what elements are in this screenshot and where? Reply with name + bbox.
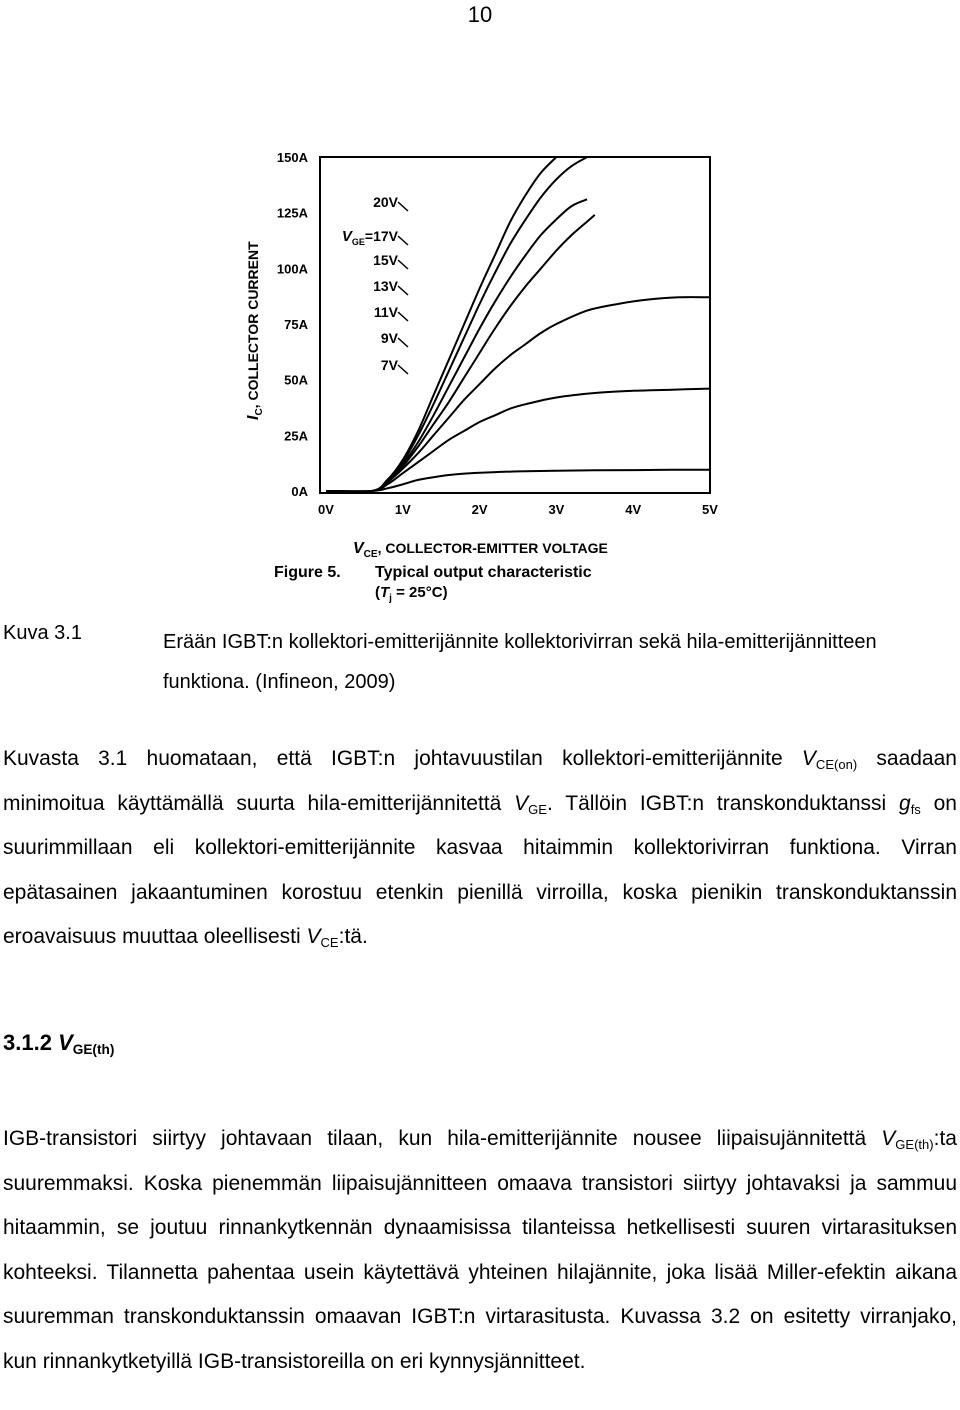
series-label-7V: 7V bbox=[380, 357, 398, 373]
series-labels bbox=[342, 194, 408, 374]
series-label-13V: 13V bbox=[373, 278, 398, 294]
paragraph-vge-th: IGB-transistori siirtyy johtavaan tilaan, kun hila-emitterijännite nousee liipaisujännitettä $V_{GE(th)}:ta$ suuremmaksi. Koska pienemmän liipaisujännitteen omaava transistori siirtyy johtavaksi ja sammuu hitaammin, se joutuu rinnankytkennän dynaamisissa tilanteissa hetkellisesti suuren virtarasituksen kohteeksi. Tilannetta pahentaa usein käytettävä yhteinen hilajännite, joka lisää Miller-efektin aikana suuremman transkonduktanssin omaavan IGBT:n virtarasitusta. Kuvassa 3.2 on esitetty virranjako, kun rinnankytketyillä IGB-transistoreilla on eri kynnysjännitteet. bbox=[3, 1127, 957, 1373]
section-heading: 3.1.2 $V_{GE(th)}$ bbox=[3, 1030, 115, 1058]
series-line-13V bbox=[326, 215, 595, 492]
output-characteristic-figure bbox=[0, 0, 960, 610]
page-number: 10 bbox=[467, 2, 493, 27]
series-line-20V bbox=[326, 157, 556, 492]
x-tick-labels bbox=[318, 502, 718, 517]
series-label-pointer bbox=[398, 312, 408, 321]
x-tick-label: 5V bbox=[702, 502, 718, 517]
x-tick-label: 2V bbox=[471, 502, 488, 517]
x-tick-label: 0V bbox=[318, 502, 334, 517]
y-tick-labels bbox=[277, 150, 309, 499]
y-tick-label: 75A bbox=[284, 317, 308, 332]
caption-text: Erään IGBT:n kollektori-emitterijännite kollektorivirran sekä hila-emitterijännitteen funktiona. (Infineon, 2009) bbox=[163, 631, 877, 693]
caption-label: Kuva 3.1 bbox=[3, 622, 82, 644]
paragraph-vce-on: Kuvasta 3.1 huomataan, että IGBT:n johtavuustilan kollektori-emitterijännite $V_{CE(on)}$ saadaan minimoitua käyttämällä suurta hila-emitterijännitettä $V_{GE}$. Tällöin IGBT:n transkonduktanssi $g_{fs}$ on suurimmillaan eli kollektori-emitterijännite kasvaa hitaimmin kollektorivirran funktiona. Virran epätasainen jakaantuminen korostuu etenkin pienillä virroilla, koska pienikin transkonduktanssin eroavaisuus muuttaa oleellisesti $V_{CE}:tä$. bbox=[3, 747, 957, 950]
series-line-11V bbox=[326, 297, 710, 492]
x-tick-label: 3V bbox=[548, 502, 565, 517]
series-label-pointer bbox=[398, 286, 408, 295]
figure-subtitle: Typical output characteristic bbox=[375, 564, 592, 581]
y-tick-label: 25A bbox=[284, 428, 308, 444]
series-label-pointer bbox=[398, 202, 408, 211]
series-line-9V bbox=[326, 389, 710, 492]
figure-condition: $(T_j = 25^\circ C)$ bbox=[375, 584, 448, 604]
series-label-pointer bbox=[398, 338, 408, 347]
series-label-20V: 20V bbox=[373, 194, 398, 210]
y-axis-title: $I_C$, COLLECTOR CURRENT bbox=[245, 241, 265, 420]
series-label-pointer bbox=[398, 260, 408, 269]
x-axis-title: $V_{CE}$, COLLECTOR-EMITTER VOLTAGE bbox=[353, 540, 608, 560]
figure-title: Figure 5. bbox=[274, 564, 341, 581]
series-label-11V: 11V bbox=[373, 304, 398, 320]
y-tick-label: 150A bbox=[276, 150, 308, 165]
series-label-pointer bbox=[398, 236, 408, 245]
series-label-17V: $V_{GE}=17V$ bbox=[341, 228, 398, 247]
y-tick-label: 50A bbox=[284, 372, 308, 388]
series-label-15V: 15V bbox=[373, 252, 398, 268]
x-tick-label: 1V bbox=[394, 502, 411, 517]
series-line-17V bbox=[326, 157, 587, 492]
x-tick-label: 4V bbox=[625, 502, 642, 517]
series-label-pointer bbox=[398, 365, 408, 374]
y-tick-label: 0A bbox=[291, 484, 308, 499]
y-tick-label: 100A bbox=[276, 261, 308, 277]
y-tick-label: 125A bbox=[276, 205, 308, 221]
series-label-9V: 9V bbox=[380, 330, 398, 346]
